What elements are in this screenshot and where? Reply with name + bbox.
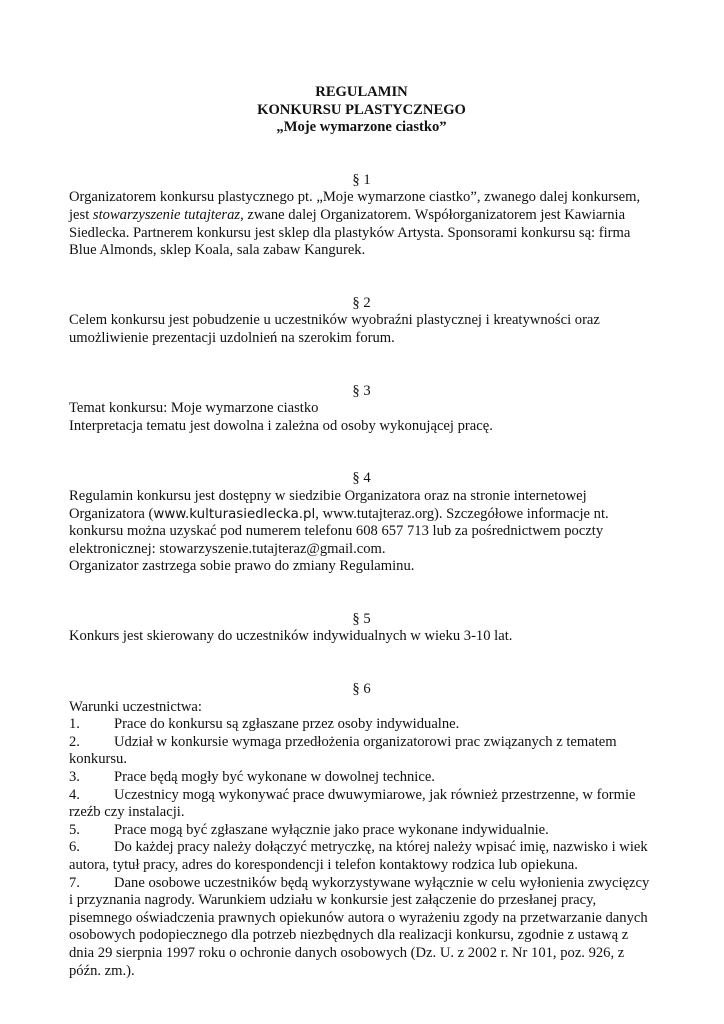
list-item-text: Do każdej pracy należy dołączyć metryczkę, na której należy wpisać imię, nazwisko i wiek autora, tytuł pracy, adres do korespondencji i telefon kontaktowy rodzica lub opiekuna.: [69, 839, 648, 873]
section-number: § 6: [352, 681, 371, 698]
document-page: [69, 84, 654, 980]
section-1-text-a: Organizatorem konkursu plastycznego pt. „Moje wymarzone ciastko”, zwanego dalej konkursem, jest: [69, 189, 641, 223]
section-2: [69, 295, 654, 348]
section-number: § 2: [352, 294, 371, 311]
list-item-text: Prace będą mogły być wykonane w dowolnej technice.: [114, 769, 435, 786]
list-item-number: 6.: [69, 839, 80, 856]
list-item: [69, 787, 654, 822]
section-3-line-1: Temat konkursu: Moje wymarzone ciastko: [69, 400, 319, 417]
section-2-text: Celem konkursu jest pobudzenie u uczestników wyobraźni plastycznej i kreatywności oraz umożliwienie prezentacji uzdolnień na szerokim forum.: [69, 312, 600, 346]
list-item-text: Prace mogą być zgłaszane wyłącznie jako prace wykonane indywidualnie.: [114, 821, 549, 838]
section-3: [69, 383, 654, 436]
section-number: § 3: [352, 382, 371, 399]
title-line-3: „Moje wymarzone ciastko”: [276, 119, 447, 136]
list-item-text: Prace do konkursu są zgłaszane przez osoby indywidualne.: [114, 716, 460, 733]
website-link[interactable]: www.kulturasiedlecka.pl: [153, 506, 316, 522]
section-number: § 1: [352, 171, 371, 188]
list-item-number: 4.: [69, 786, 80, 803]
title-line-2: KONKURSU PLASTYCZNEGO: [257, 101, 466, 118]
section-4-text-a: Regulamin konkursu jest dostępny w siedzibie Organizatora oraz na stronie internetowej Organizatora (: [69, 487, 587, 522]
section-6: [69, 681, 654, 980]
list-item: [69, 734, 654, 769]
section-number: § 4: [352, 470, 371, 487]
section-6-intro: Warunki uczestnictwa:: [69, 698, 202, 715]
list-item-text: Dane osobowe uczestników będą wykorzystywane wyłącznie w celu wyłonienia zwycięzcy i przyznania nagrody. Warunkiem udziału w konkursie jest załączenie do przesłanej pracy, pisemnego oświadczenia prawnych opiekunów autora o wyrażeniu zgody na przetwarzanie danych osobowych podopiecznego dla potrzeb niezbędnych dla realizacji konkursu, zgodnie z ustawą z dnia 29 sierpnia 1997 roku o ochronie danych osobowych (Dz. U. z 2002 r. Nr 101, poz. 926, z późn. zm.).: [69, 874, 650, 979]
document-title: [69, 84, 654, 137]
section-4-text-b: , www.tutajteraz.org). Szczegółowe informacje nt. konkursu można uzyskać pod numerem telefonu 608 657 713 lub za pośrednictwem poczty elektronicznej: stowarzyszenie.tutajteraz@gmail.com.: [69, 505, 609, 557]
list-item: [69, 769, 654, 787]
section-5: [69, 611, 654, 646]
list-item: [69, 822, 654, 840]
list-item-number: 5.: [69, 821, 80, 838]
list-item-text: Uczestnicy mogą wykonywać prace dwuwymiarowe, jak również przestrzenne, w formie rzeźb czy instalacji.: [69, 786, 636, 821]
section-1-text: [69, 189, 654, 259]
section-4-text: [69, 488, 654, 558]
section-3-line-2: Interpretacja tematu jest dowolna i zależna od osoby wykonującej pracę.: [69, 417, 493, 434]
list-item-number: 1.: [69, 716, 80, 733]
list-item: [69, 839, 654, 874]
list-item-number: 2.: [69, 733, 80, 750]
section-1: [69, 172, 654, 260]
list-item-text: Udział w konkursie wymaga przedłożenia organizatorowi prac związanych z tematem konkursu.: [69, 733, 617, 768]
section-number: § 5: [352, 610, 371, 627]
title-line-1: REGULAMIN: [315, 84, 408, 100]
section-1-text-b: , zwane dalej Organizatorem. Współorganizatorem jest Kawiarnia Siedlecka. Partnerem konkursu jest sklep dla plastyków Artysta. Sponsorami konkursu są: firma Blue Almonds, sklep Koala, sala zabaw Kangurek.: [69, 206, 631, 259]
section-4: [69, 470, 654, 576]
list-item-number: 7.: [69, 874, 80, 891]
section-5-text: Konkurs jest skierowany do uczestników indywidualnych w wieku 3-10 lat.: [69, 628, 513, 645]
organizer-name: stowarzyszenie tutajteraz: [92, 206, 241, 223]
list-item: [69, 875, 654, 981]
list-item-number: 3.: [69, 769, 80, 786]
section-4-last-line: Organizator zastrzega sobie prawo do zmiany Regulaminu.: [69, 558, 415, 575]
list-item: [69, 716, 654, 734]
